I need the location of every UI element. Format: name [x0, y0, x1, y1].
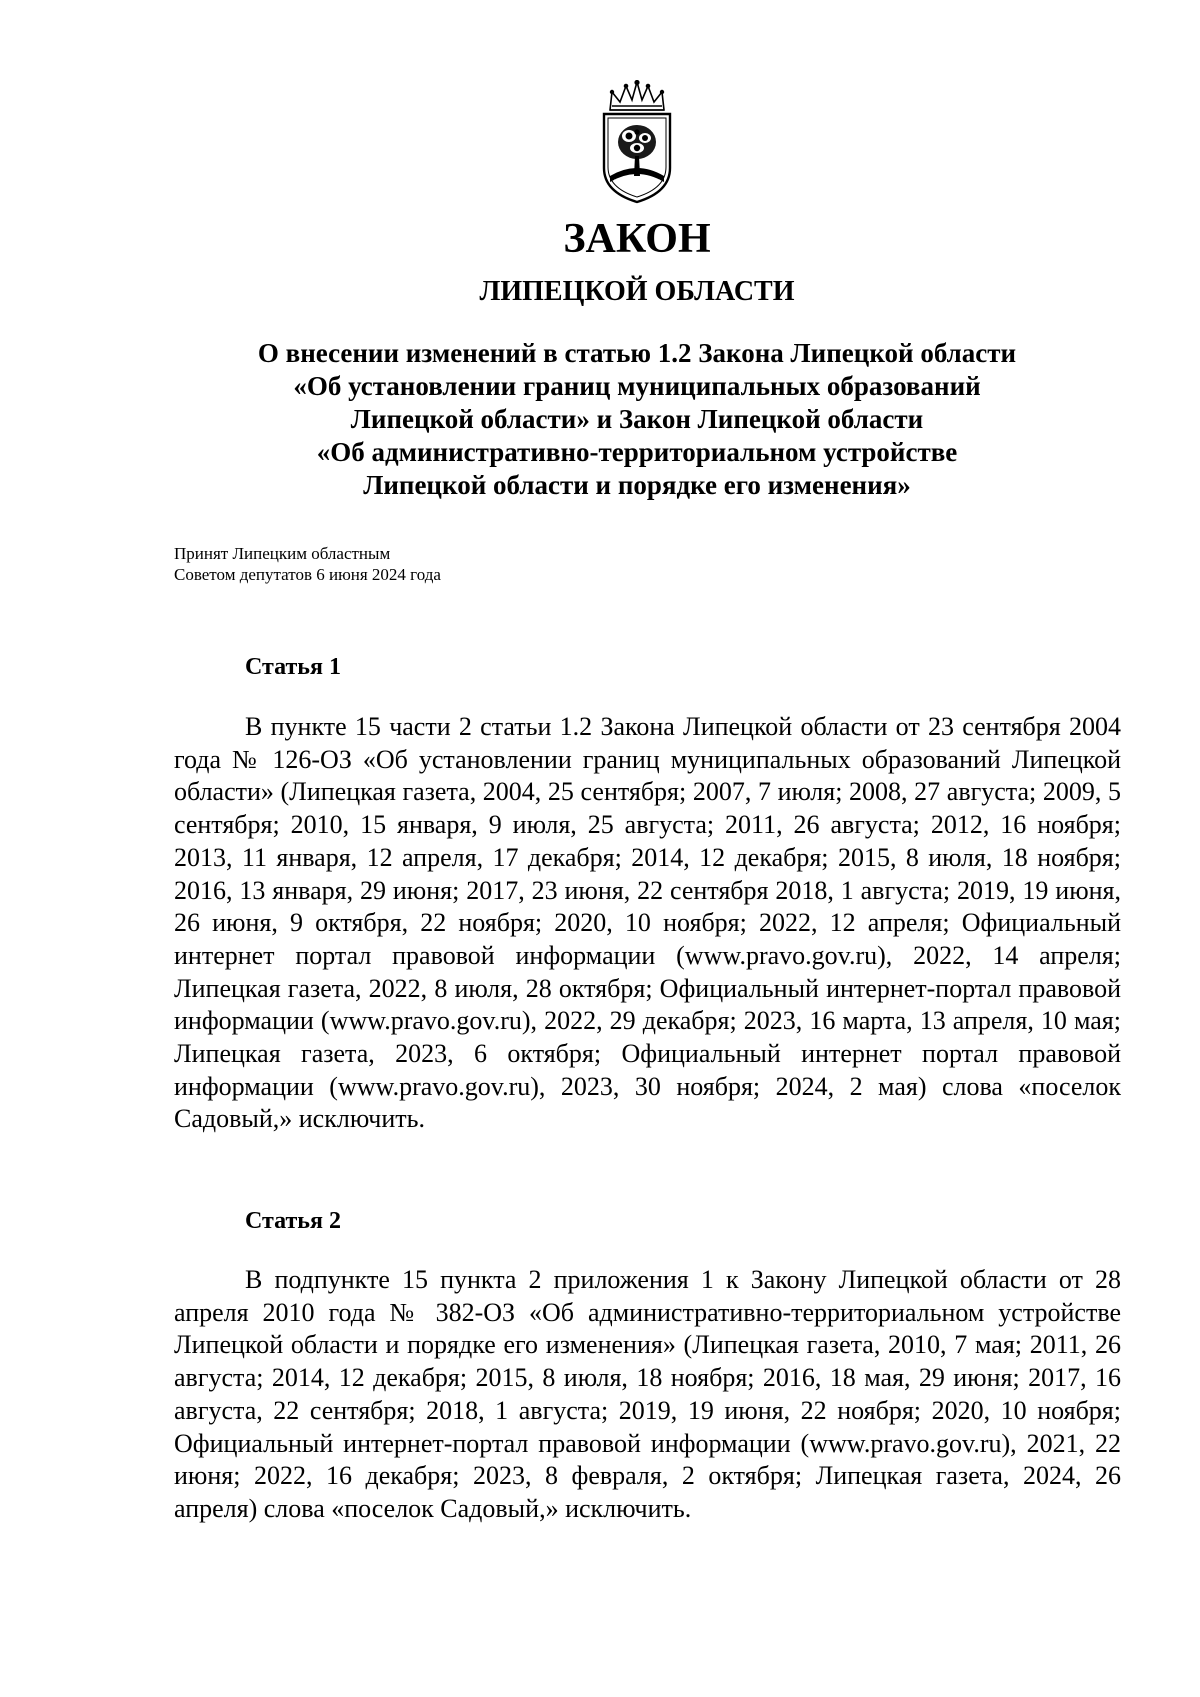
region-title: ЛИПЕЦКОЙ ОБЛАСТИ	[479, 276, 795, 307]
subject-line: О внесении изменений в статью 1.2 Закона Липецкой области	[257, 338, 1017, 368]
subject-line: «Об административно-территориальном устройстве	[316, 437, 958, 467]
article-1-heading: Статья 1	[245, 654, 341, 680]
article-1-text: В пункте 15 части 2 статьи 1.2 Закона Липецкой области от 23 сентября 2004 года № 126-ОЗ «Об установлении границ муниципальных образований Липецкой области» (Липецкая газета, 2004, 25 сентября; 2007, 7 июля; 2008, 27 августа; 2009, 5 сентября; 2010, 15 января, 9 июля, 25 августа; 2011, 26 августа; 2012, 16 ноября; 2013, 11 января, 12 апреля, 17 декабря; 2014, 12 декабря; 2015, 8 июля, 18 ноября; 2016, 13 января, 29 июня; 2017, 23 июня, 22 сентября 2018, 1 августа; 2019, 19 июня, 26 июня, 9 октября, 22 ноября; 2020, 10 ноября; 2022, 12 апреля; Официальный интернет портал правовой информации (www.pravo.gov.ru), 2022, 14 апреля; Липецкая газета, 2022, 8 июля, 28 октября; Официальный интернет-портал правовой информации (www.pravo.gov.ru), 2022, 29 декабря; 2023, 16 марта, 13 апреля, 10 мая; Липецкая газета, 2023, 6 октября; Официальный интернет портал правовой информации (www.pravo.gov.ru), 2023, 30 ноября; 2024, 2 мая) слова «поселок Садовый,» исключить.	[174, 712, 1121, 1134]
adoption-line: Принят Липецким областным	[174, 544, 391, 563]
subject-line: Липецкой области и порядке его изменения»	[363, 470, 911, 500]
law-subject-title	[180, 337, 1094, 502]
article-2-text: В подпункте 15 пункта 2 приложения 1 к Закону Липецкой области от 28 апреля 2010 года № 382-ОЗ «Об административно-территориальном устройстве Липецкой области и порядке его изменения» (Липецкая газета, 2010, 7 мая; 2011, 26 августа; 2014, 12 декабря; 2015, 8 июля, 18 ноября; 2016, 18 мая, 29 июня; 2017, 16 августа, 22 сентября; 2018, 1 августа; 2019, 19 июня, 22 ноября; 2020, 10 ноября; Официальный интернет-портал правовой информации (www.pravo.gov.ru), 2021, 22 июня; 2022, 16 декабря; 2023, 8 февраля, 2 октября; Липецкая газета, 2024, 26 апреля) слова «поселок Садовый,» исключить.	[174, 1265, 1121, 1523]
article-2-heading: Статья 2	[245, 1208, 341, 1234]
adoption-line: Советом депутатов 6 июня 2024 года	[174, 565, 441, 584]
coat-of-arms-emblem	[596, 80, 678, 206]
subject-line: Липецкой области» и Закон Липецкой области	[350, 404, 924, 434]
adoption-note	[174, 543, 441, 585]
law-title: ЗАКОН	[563, 216, 711, 262]
subject-line: «Об установлении границ муниципальных образований	[293, 371, 981, 401]
